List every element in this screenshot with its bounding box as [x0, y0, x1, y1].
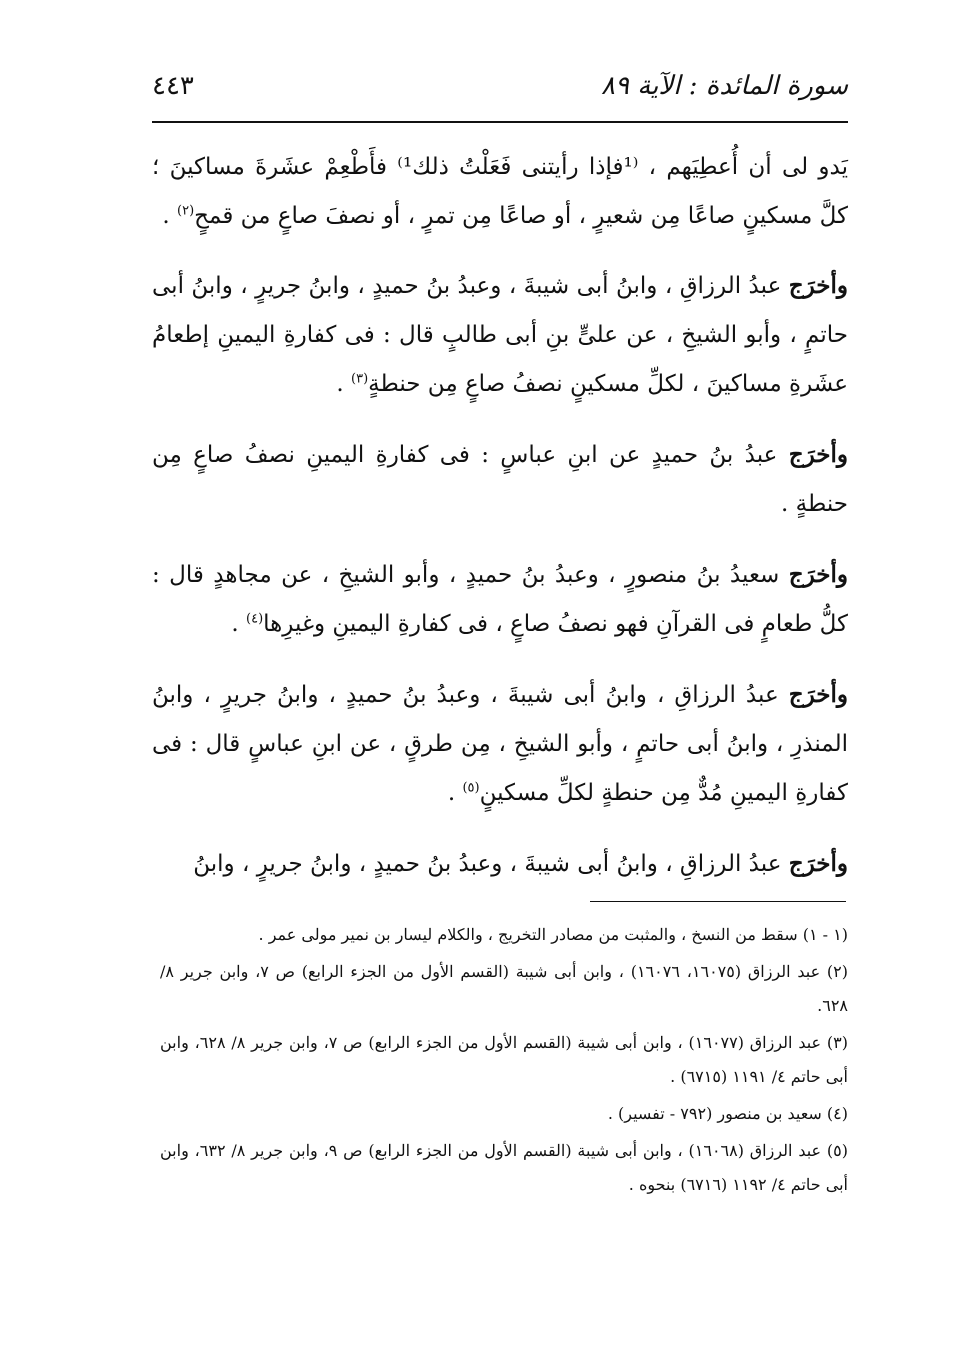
header-divider	[152, 121, 848, 123]
footnote: (١ - ١) سقط من النسخ ، والمثبت من مصادر التخريج ، والكلام ليسار بن نمير مولى عمر .	[258, 925, 848, 944]
footnote-ref[interactable]: (٤)	[246, 611, 264, 627]
paragraph-text: عبدُ الرزاقِ ، وابنُ أبى شيبةَ ، وعبدُ بنُ حميدٍ ، وابنُ جريرٍ ، وابنُ أبى حاتمٍ ، وأبو الشيخِ ، عن علىٍّ بنِ أبى طالبٍ قال : فى كفارةِ اليمينِ إطعامُ عشَرةِ مساكينَ ، لكلِّ مسكينٍ نصفُ صاعٍ مِن حنطةٍ	[152, 273, 848, 397]
main-text	[152, 142, 848, 910]
paragraph-end: .	[231, 611, 247, 637]
page-number: ٤٤٣	[152, 71, 194, 101]
paragraph	[152, 261, 848, 409]
footnote: (٥) عبد الرزاق (١٦٠٦٨) ، وابن أبى شيبة (القسم الأول من الجزء الرابع) ص ٩، وابن جرير ٨/ ٦٣٢، وابن أبى حاتم ٤/ ١١٩٢ (٦٧١٦) بنحوه .	[160, 1141, 848, 1194]
paragraph-end: .	[336, 371, 351, 397]
paragraph	[152, 839, 848, 889]
footnote-divider	[590, 901, 846, 902]
paragraph	[152, 550, 848, 649]
paragraph	[152, 670, 848, 818]
paragraph-end: .	[162, 203, 178, 229]
footnotes	[160, 918, 848, 1205]
paragraph	[152, 430, 848, 529]
paragraph-lead: وأخرَج	[788, 850, 848, 877]
footnote-ref[interactable]: (٢)	[177, 203, 195, 219]
footnote: (٣) عبد الرزاق (١٦٠٧٧) ، وابن أبى شيبة (القسم الأول من الجزء الرابع) ص ٧، وابن جرير ٨/ ٦٢٨، وابن أبى حاتم ٤/ ١١٩١ (٦٧١٥) .	[160, 1033, 848, 1086]
paragraph-text: يَدو لى أن أُعطِيَهم ، ⁽¹فإذا رأيتنى فَعَلْتُ ذلك¹⁾ فأَطْعِمْ عشَرةَ مساكينَ ؛ كلَّ مسكينٍ صاعًا مِن شعيرٍ ، أو صاعًا مِن تمرٍ ، أو نصفَ صاعٍ من قمحٍ	[152, 154, 848, 229]
paragraph-lead: وأخرَج	[788, 272, 848, 299]
footnote-ref[interactable]: (٣)	[351, 371, 369, 387]
paragraph-text: سعيدُ بنُ منصورٍ ، وعبدُ بنُ حميدٍ ، وأبو الشيخِ ، عن مجاهدٍ قال : كلُّ طعامٍ فى القرآنِ فهو نصفُ صاعٍ ، فى كفارةِ اليمينِ وغيرِها	[152, 562, 848, 637]
running-title: سورة المائدة : الآية ٨٩	[601, 71, 848, 101]
paragraph-lead: وأخرَج	[788, 561, 848, 588]
page-header	[152, 62, 848, 110]
paragraph-text: عبدُ الرزاقِ ، وابنُ أبى شيبةَ ، وعبدُ بنُ حميدٍ ، وابنُ جريرٍ ، وابنُ	[193, 851, 789, 877]
footnote-ref[interactable]: (٥)	[462, 780, 480, 796]
paragraph-lead: وأخرَج	[788, 441, 848, 468]
paragraph-text: عبدُ الرزاقِ ، وابنُ أبى شيبةَ ، وعبدُ بنُ حميدٍ ، وابنُ جريرٍ ، وابنُ المنذرِ ، وابنُ أبى حاتمٍ ، وأبو الشيخِ ، مِن طرقٍ ، عن ابنِ عباسٍ قال : فى كفارةِ اليمينِ مُدٌّ مِن حنطةٍ لكلِّ مسكينٍ	[152, 682, 848, 806]
paragraph-lead: وأخرَج	[788, 681, 848, 708]
footnote: (٢) عبد الرزاق (١٦٠٧٥، ١٦٠٧٦) ، وابن أبى شيبة (القسم الأول من الجزء الرابع) ص ٧، وابن جرير ٨/ ٦٢٨.	[160, 962, 849, 1015]
footnote: (٤) سعيد بن منصور (٧٩٢ - تفسير) .	[607, 1104, 848, 1123]
paragraph-text: عبدُ بنُ حميدٍ عن ابنِ عباسٍ : فى كفارةِ اليمينِ نصفُ صاعٍ مِن حنطةٍ .	[152, 442, 848, 517]
paragraph	[152, 142, 848, 241]
paragraph-end: .	[447, 780, 463, 806]
